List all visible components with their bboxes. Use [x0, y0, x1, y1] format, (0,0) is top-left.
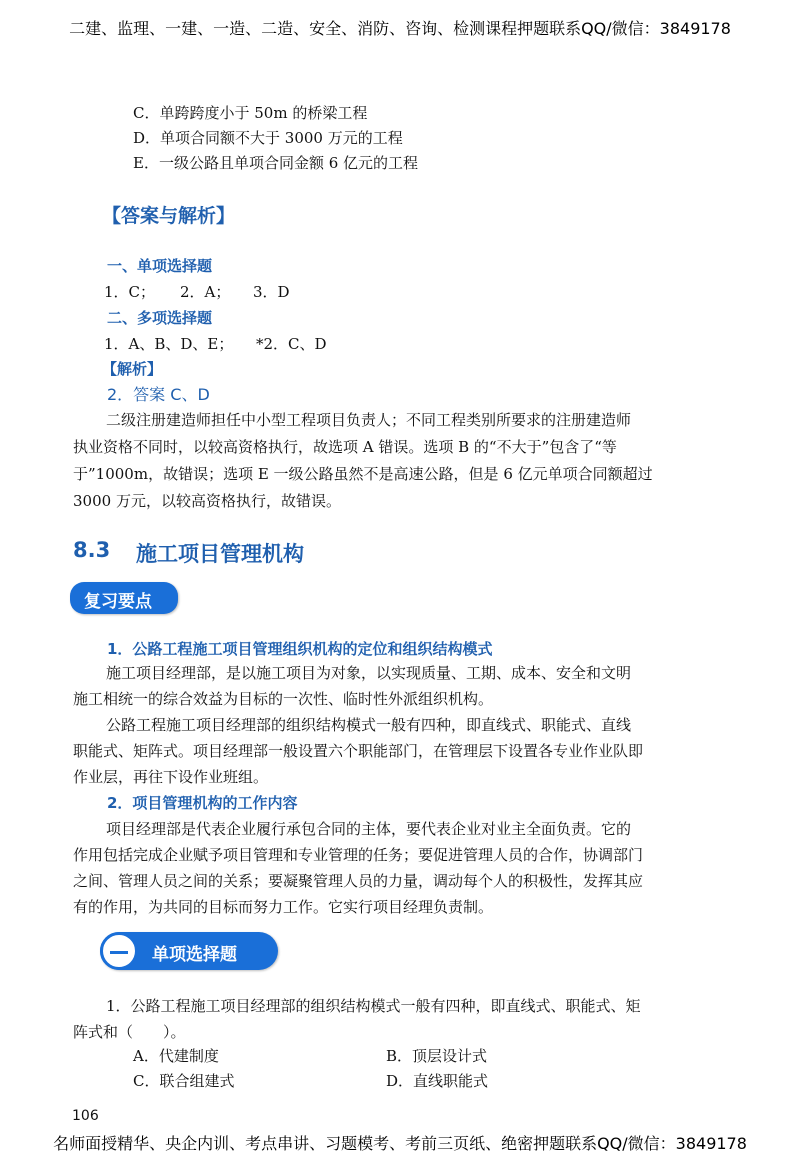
single-choice-banner [100, 932, 278, 970]
analysis-line-3: 于”1000m，故错误；选项 E 一级公路虽然不是高速公路，但是 6 亿元单项合同额超过 [73, 465, 653, 483]
single-answer-1: 1．C； [104, 283, 156, 301]
analysis-line-4: 3000 万元，以较高资格执行，故错误。 [73, 492, 341, 510]
analysis-line-1: 二级注册建造师担任中小型工程项目负责人；不同工程类别所要求的注册建造师 [106, 411, 632, 429]
section-title: 施工项目管理机构 [136, 542, 304, 566]
review-badge [70, 582, 178, 614]
question1-line-2: 阵式和（ ）。 [73, 1023, 186, 1041]
point1-line-5: 作业层，再往下设作业班组。 [73, 768, 269, 786]
single-answer-3: 3．D [253, 283, 290, 301]
question1-line-1: 1．公路工程施工项目经理部的组织结构模式一般有四种，即直线式、职能式、矩 [106, 997, 641, 1015]
point2-title: 2．项目管理机构的工作内容 [107, 794, 298, 812]
point2-line-2: 作用包括完成企业赋予项目管理和专业管理的任务；要促进管理人员的合作，协调部门 [73, 846, 644, 864]
point2-line-1: 项目经理部是代表企业履行承包合同的主体，要代表企业对业主全面负责。它的 [106, 820, 632, 838]
question1-option-a: A．代建制度 [133, 1047, 219, 1065]
multi-choice-title: 二、多项选择题 [107, 309, 213, 327]
multi-answer-2: *2．C、D [256, 335, 327, 353]
page-number: 106 [72, 1108, 99, 1124]
point1-line-4: 职能式、矩阵式。项目经理部一般设置六个职能部门，在管理层下设置各专业作业队即 [73, 742, 644, 760]
point2-line-3: 之间、管理人员之间的关系；要凝聚管理人员的力量，调动每个人的积极性，发挥其应 [73, 872, 644, 890]
answer-title: 【答案与解析】 [102, 205, 236, 227]
question1-option-d: D．直线职能式 [386, 1072, 489, 1090]
minus-circle-icon [100, 932, 138, 970]
analysis-label: 【解析】 [102, 360, 163, 378]
point1-line-1: 施工项目经理部，是以施工项目为对象，以实现质量、工期、成本、安全和文明 [106, 664, 632, 682]
multi-answer-1: 1．A、B、D、E； [104, 335, 234, 353]
point1-line-2: 施工相统一的综合效益为目标的一次性、临时性外派组织机构。 [73, 690, 494, 708]
point1-title: 1．公路工程施工项目管理组织机构的定位和组织结构模式 [107, 640, 493, 658]
option-c: C．单跨跨度小于 50m 的桥梁工程 [133, 104, 368, 122]
single-choice-banner-label: 单项选择题 [152, 945, 237, 965]
analysis-heading: 2．答案 C、D [107, 385, 210, 404]
question1-option-c: C．联合组建式 [133, 1072, 235, 1090]
single-choice-title: 一、单项选择题 [107, 257, 213, 275]
question1-option-b: B．顶层设计式 [386, 1047, 488, 1065]
option-e: E．一级公路且单项合同金额 6 亿元的工程 [133, 154, 419, 172]
point1-line-3: 公路工程施工项目经理部的组织结构模式一般有四种，即直线式、职能式、直线 [106, 716, 632, 734]
option-d: D．单项合同额不大于 3000 万元的工程 [133, 129, 403, 147]
page-header: 二建、监理、一建、一造、二造、安全、消防、咨询、检测课程押题联系QQ/微信：3849178 [69, 19, 731, 38]
section-number: 8.3 [73, 538, 111, 562]
review-badge-label: 复习要点 [84, 592, 152, 612]
page-footer: 名师面授精华、央企内训、考点串讲、习题模考、考前三页纸、绝密押题联系QQ/微信：3849178 [53, 1134, 747, 1153]
analysis-line-2: 执业资格不同时，以较高资格执行，故选项 A 错误。选项 B 的“不大于”包含了“等 [73, 438, 617, 456]
single-answer-2: 2．A； [180, 283, 231, 301]
point2-line-4: 有的作用，为共同的目标而努力工作。它实行项目经理负责制。 [73, 898, 494, 916]
